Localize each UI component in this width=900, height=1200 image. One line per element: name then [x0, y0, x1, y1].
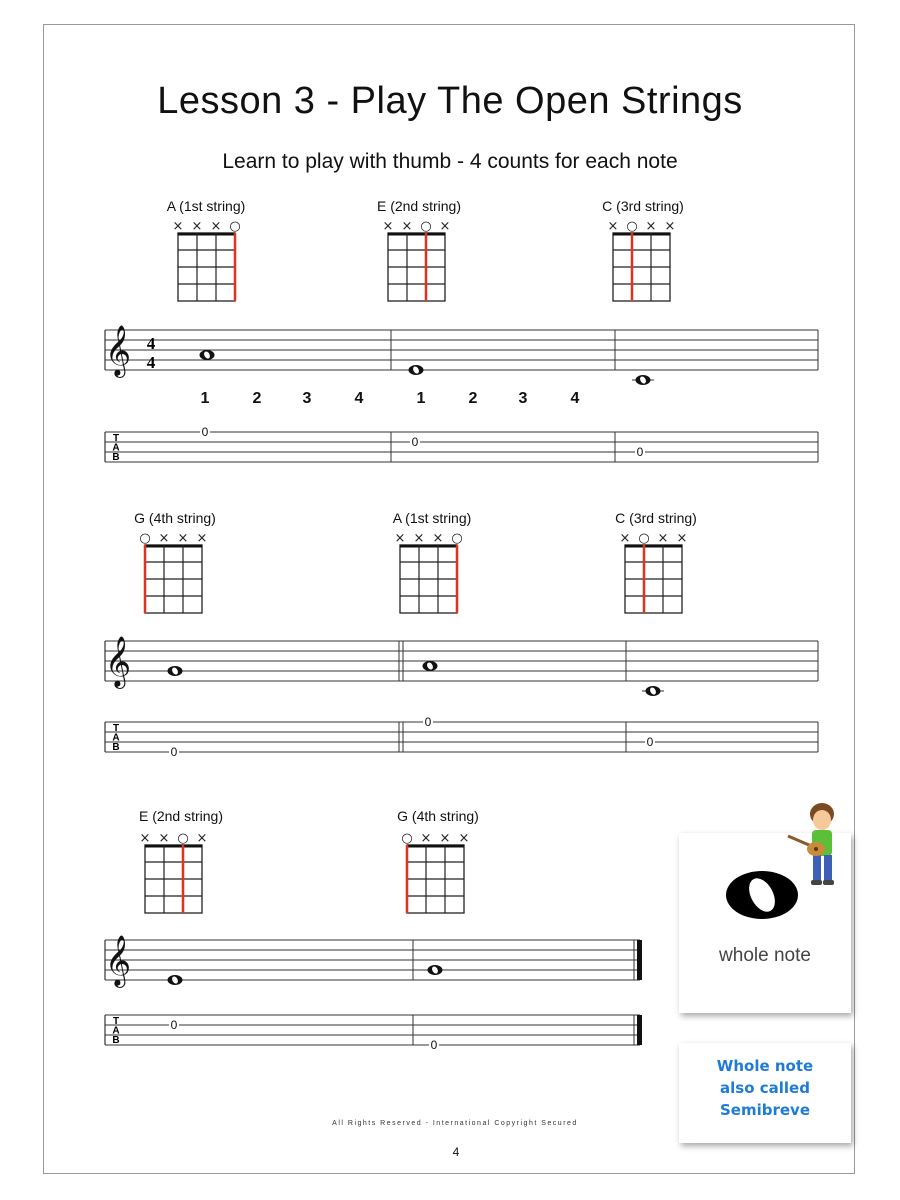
muted-string-marker: ×: [191, 219, 203, 234]
tab-fret-number: 0: [636, 445, 644, 459]
chord-diagram: [139, 531, 207, 613]
tab-fret-number: 0: [170, 1018, 178, 1032]
semibreve-info-text: [679, 1055, 851, 1121]
chord-diagram: [620, 531, 688, 613]
muted-string-marker: ×: [413, 531, 425, 546]
final-barline-thick: [637, 940, 642, 980]
treble-clef-icon: 𝄞: [104, 636, 132, 687]
boy-with-ukulele-illustration: [786, 800, 846, 888]
beat-count: 4: [354, 390, 364, 407]
treble-clef-icon: 𝄞: [104, 325, 132, 376]
muted-string-marker: ×: [439, 831, 451, 846]
chord-diagram: [608, 219, 676, 301]
beat-count: 1: [200, 390, 210, 407]
beat-count: 2: [252, 390, 262, 407]
chord-label-a-2: A (1st string): [392, 510, 472, 526]
tab-letter: A: [112, 442, 120, 454]
muted-string-marker: ×: [619, 531, 631, 546]
chord-label-e-2: E (2nd string): [138, 808, 224, 824]
tab-letter: B: [112, 452, 120, 463]
music-system: [105, 636, 818, 759]
chord-diagram: [395, 531, 463, 613]
tab-fret-number: 0: [430, 1038, 438, 1052]
muted-string-marker: ×: [196, 531, 208, 546]
tab-letter: B: [112, 742, 120, 753]
tab-letter: A: [112, 1025, 120, 1037]
muted-string-marker: ×: [676, 531, 688, 546]
music-system: [105, 325, 818, 463]
whole-note-caption: whole note: [719, 945, 811, 966]
tab-fret-number: 0: [424, 715, 432, 729]
page-title: Lesson 3 - Play The Open Strings: [157, 80, 743, 122]
muted-string-marker: ×: [657, 531, 669, 546]
tab-letter: T: [112, 433, 120, 444]
time-signature-bottom: 4: [146, 353, 156, 372]
beat-count: 1: [416, 390, 426, 407]
beat-count: 3: [302, 390, 312, 407]
chord-diagram: [173, 219, 241, 301]
chord-diagram: [401, 831, 469, 913]
page-subtitle: Learn to play with thumb - 4 counts for each note: [222, 150, 678, 173]
muted-string-marker: ×: [401, 219, 413, 234]
muted-string-marker: ×: [420, 831, 432, 846]
muted-string-marker: ×: [210, 219, 222, 234]
muted-string-marker: ×: [196, 831, 208, 846]
open-string-marker: ○: [229, 219, 241, 234]
muted-string-marker: ×: [172, 219, 184, 234]
semibreve-info-line: Whole note: [716, 1057, 814, 1075]
open-string-marker: ○: [626, 219, 638, 234]
beat-count: 3: [518, 390, 528, 407]
muted-string-marker: ×: [432, 531, 444, 546]
chord-label-c-1: C (3rd string): [602, 198, 684, 214]
muted-string-marker: ×: [439, 219, 451, 234]
tab-fret-number: 0: [201, 425, 209, 439]
semibreve-info-line: also called: [720, 1079, 810, 1097]
semibreve-info-line: Semibreve: [719, 1101, 810, 1119]
chord-label-c-2: C (3rd string): [615, 510, 697, 526]
muted-string-marker: ×: [458, 831, 470, 846]
open-string-marker: ○: [420, 219, 432, 234]
page-number: 4: [452, 1145, 460, 1159]
final-barline-thick: [637, 1015, 642, 1045]
tab-letter: A: [112, 732, 120, 744]
tab-fret-number: 0: [411, 435, 419, 449]
chord-label-g-2: G (4th string): [397, 808, 479, 824]
muted-string-marker: ×: [394, 531, 406, 546]
muted-string-marker: ×: [645, 219, 657, 234]
open-string-marker: ○: [401, 831, 413, 846]
open-string-marker: ○: [177, 831, 189, 846]
muted-string-marker: ×: [607, 219, 619, 234]
tab-fret-number: 0: [646, 735, 654, 749]
chord-diagram: [140, 831, 208, 913]
tab-letter: B: [112, 1035, 120, 1046]
treble-clef-icon: 𝄞: [104, 935, 132, 986]
beat-count: 2: [468, 390, 478, 407]
chord-label-g-1: G (4th string): [134, 510, 216, 526]
music-system: [105, 935, 642, 1052]
tab-letter: T: [112, 723, 120, 734]
semibreve-info-card: [679, 1043, 851, 1143]
muted-string-marker: ×: [158, 531, 170, 546]
muted-string-marker: ×: [177, 531, 189, 546]
copyright-footer: All Rights Reserved - International Copyright Secured: [332, 1120, 578, 1127]
muted-string-marker: ×: [664, 219, 676, 234]
muted-string-marker: ×: [158, 831, 170, 846]
chord-diagram: [383, 219, 451, 301]
time-signature-top: 4: [146, 334, 156, 353]
chord-label-e-1: E (2nd string): [376, 198, 462, 214]
tab-letter: T: [112, 1016, 120, 1027]
open-string-marker: ○: [638, 531, 650, 546]
open-string-marker: ○: [139, 531, 151, 546]
beat-count: 4: [570, 390, 580, 407]
tab-fret-number: 0: [170, 745, 178, 759]
muted-string-marker: ×: [382, 219, 394, 234]
chord-label-a-1: A (1st string): [166, 198, 246, 214]
muted-string-marker: ×: [139, 831, 151, 846]
open-string-marker: ○: [451, 531, 463, 546]
